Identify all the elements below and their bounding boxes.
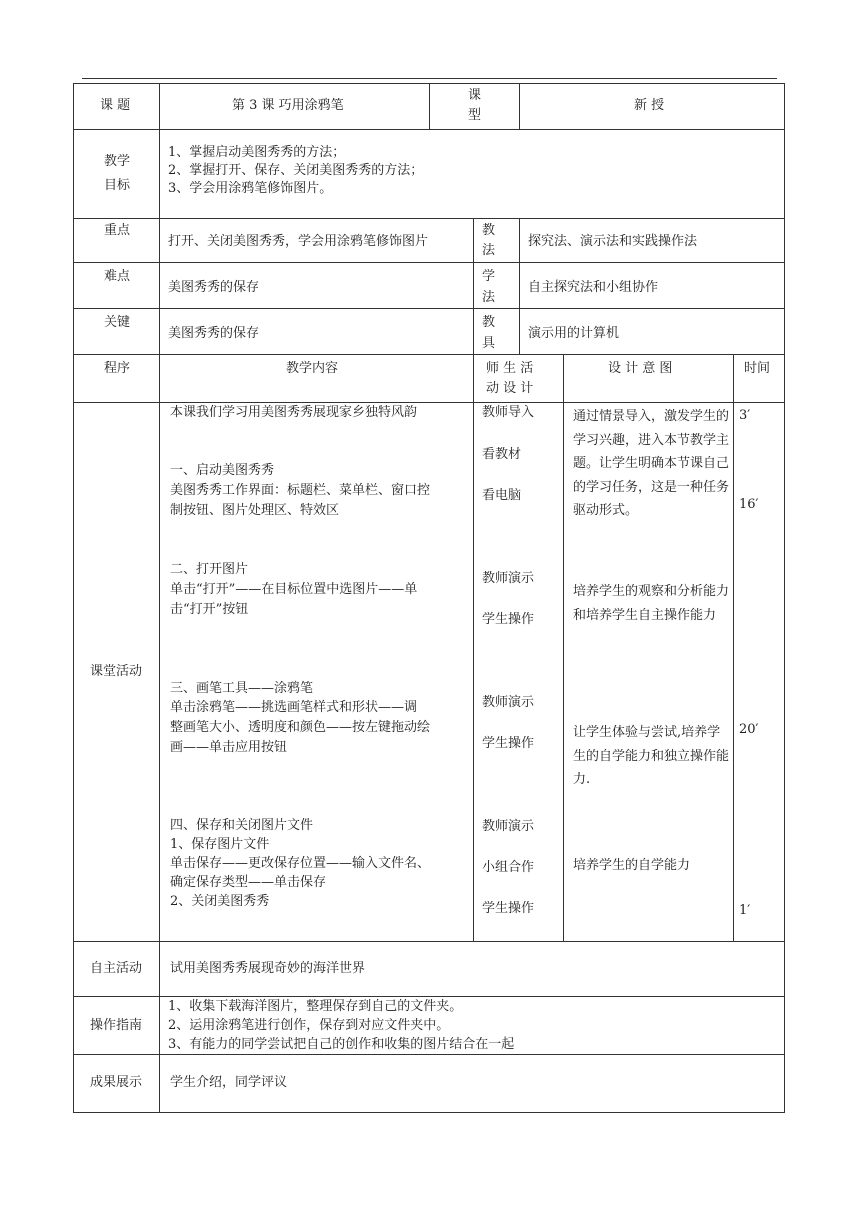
self-activity-value: 试用美图秀秀展现奇妙的海洋世界 <box>170 961 366 976</box>
time-value: 3′ <box>739 408 751 423</box>
method-label-cell <box>473 218 519 262</box>
course-value-cell <box>159 83 429 129</box>
activity-item: 教师演示 <box>482 695 535 710</box>
activity-item: 小组合作 <box>482 860 535 875</box>
section-4-line: 1、保存图片文件 <box>170 837 270 852</box>
self-activity-label: 自主活动 <box>90 961 143 976</box>
content-intro: 本课我们学习用美图秀秀展现家乡独特风韵 <box>170 405 418 420</box>
proc-col-intent <box>563 354 733 402</box>
proc-col-content <box>159 354 473 402</box>
proc-col-activity <box>473 354 563 402</box>
section-4-title: 四、保存和关闭图片文件 <box>170 818 314 833</box>
difficulty-label-cell <box>73 262 159 308</box>
keypoint-label: 重点 <box>104 223 131 238</box>
guide-value-cell <box>159 996 785 1054</box>
activity-item: 学生操作 <box>482 612 535 627</box>
objectives-label-2: 目标 <box>104 178 131 193</box>
guide-item: 1、收集下载海洋图片，整理保存到自己的文件夹。 <box>168 999 463 1014</box>
tool-label-2: 具 <box>482 336 496 351</box>
type-label-2: 型 <box>468 108 482 123</box>
difficulty-label: 难点 <box>104 269 131 284</box>
section-4-line: 确定保存类型——单击保存 <box>170 875 327 890</box>
study-value: 自主探究法和小组协作 <box>528 280 659 295</box>
activity-item: 教师演示 <box>482 571 535 586</box>
section-1-title: 一、启动美图秀秀 <box>170 463 275 478</box>
study-label-2: 法 <box>482 290 496 305</box>
section-4-line: 2、关闭美图秀秀 <box>170 894 270 909</box>
activity-item: 学生操作 <box>482 901 535 916</box>
objectives-cell <box>159 129 785 218</box>
key-value: 美图秀秀的保存 <box>168 326 260 341</box>
section-4-line: 单击保存——更改保存位置——输入文件名、 <box>170 856 431 871</box>
guide-item: 3、有能力的同学尝试把自己的创作和收集的图片结合在一起 <box>168 1037 515 1052</box>
intent-3: 让学生体验与尝试,培养学生的自学能力和独立操作能力. <box>573 725 730 787</box>
objective-item: 3、学会用涂鸦笔修饰图片。 <box>168 181 333 196</box>
type-label-1: 课 <box>468 88 482 103</box>
keypoint-label-cell <box>73 218 159 262</box>
section-3-line: 画——单击应用按钮 <box>170 740 288 755</box>
keypoint-value: 打开、关闭美图秀秀，学会用涂鸦笔修饰图片 <box>168 234 429 249</box>
study-label-1: 学 <box>482 269 496 284</box>
intent-4: 培养学生的自学能力 <box>573 858 691 873</box>
intent-1: 通过情景导入，激发学生的学习兴趣，进入本节教学主题。让学生明确本节课自己的学习任务，这是一种任务驱动形式。 <box>573 409 730 518</box>
tool-value-cell <box>519 308 785 354</box>
type-value-cell <box>519 83 785 129</box>
section-3-line: 整画笔大小、透明度和颜色——按左键拖动绘 <box>170 720 431 735</box>
section-1-line: 制按钮、图片处理区、特效区 <box>170 503 340 518</box>
guide-item: 2、运用涂鸦笔进行创作，保存到对应文件夹中。 <box>168 1018 450 1033</box>
classroom-activity-cell <box>473 402 563 941</box>
method-label-2: 法 <box>482 243 496 258</box>
objective-item: 2、掌握打开、保存、关闭美图秀秀的方法； <box>168 163 424 178</box>
objective-item: 1、掌握启动美图秀秀的方法； <box>168 145 346 160</box>
time-value: 16′ <box>739 497 759 512</box>
proc-col-time <box>733 354 785 402</box>
proc-header-time: 时间 <box>744 361 771 376</box>
showcase-value: 学生介绍，同学评议 <box>170 1075 288 1090</box>
guide-label: 操作指南 <box>90 1018 143 1033</box>
classroom-time-cell <box>733 402 785 941</box>
section-1-line: 美图秀秀工作界面：标题栏、菜单栏、窗口控 <box>170 483 431 498</box>
key-label: 关键 <box>104 315 131 330</box>
key-value-cell <box>159 308 473 354</box>
method-label-1: 教 <box>482 223 496 238</box>
showcase-label: 成果展示 <box>90 1075 143 1090</box>
study-value-cell <box>519 262 785 308</box>
method-value-cell <box>519 218 785 262</box>
classroom-label-cell <box>73 402 159 941</box>
type-label-cell <box>429 83 519 129</box>
objectives-label-1: 教学 <box>104 154 131 169</box>
type-value: 新 授 <box>634 98 665 113</box>
header-rule <box>82 78 777 79</box>
difficulty-value: 美图秀秀的保存 <box>168 280 260 295</box>
activity-item: 教师演示 <box>482 819 535 834</box>
study-label-cell <box>473 262 519 308</box>
proc-header-activity-1: 师 生 活 <box>486 361 534 376</box>
proc-header-program: 程序 <box>104 361 131 376</box>
time-value: 1′ <box>739 903 751 918</box>
activity-item: 看电脑 <box>482 488 522 503</box>
section-2-title: 二、打开图片 <box>170 562 249 577</box>
showcase-value-cell <box>159 1054 785 1113</box>
tool-label-1: 教 <box>482 315 496 330</box>
key-label-cell <box>73 308 159 354</box>
showcase-label-cell <box>73 1054 159 1113</box>
method-value: 探究法、演示法和实践操作法 <box>528 234 698 249</box>
activity-item: 看教材 <box>482 447 522 462</box>
proc-header-content: 教学内容 <box>286 361 339 376</box>
classroom-content-cell <box>159 402 473 941</box>
tool-label-cell <box>473 308 519 354</box>
self-activity-value-cell <box>159 941 785 996</box>
keypoint-value-cell <box>159 218 473 262</box>
proc-col-program <box>73 354 159 402</box>
guide-label-cell <box>73 996 159 1054</box>
proc-header-intent: 设 计 意 图 <box>608 361 673 376</box>
section-2-line: 单击“打开”——在目标位置中选图片——单 <box>170 582 418 597</box>
tool-value: 演示用的计算机 <box>528 326 620 341</box>
difficulty-value-cell <box>159 262 473 308</box>
proc-header-activity-2: 动 设 计 <box>486 381 534 396</box>
classroom-label: 课堂活动 <box>90 664 143 679</box>
course-label: 课 题 <box>100 98 131 113</box>
activity-item: 学生操作 <box>482 736 535 751</box>
section-3-title: 三、画笔工具——涂鸦笔 <box>170 681 314 696</box>
section-2-line: 击“打开”按钮 <box>170 602 249 617</box>
section-3-line: 单击涂鸦笔——挑选画笔样式和形状——调 <box>170 700 418 715</box>
time-value: 20′ <box>739 722 759 737</box>
activity-item: 教师导入 <box>482 405 535 420</box>
course-title: 第 3 课 巧用涂鸦笔 <box>232 98 344 113</box>
course-label-cell <box>73 83 159 129</box>
self-activity-label-cell <box>73 941 159 996</box>
objectives-label-cell <box>73 129 159 218</box>
classroom-intent-cell <box>563 402 733 941</box>
intent-2: 培养学生的观察和分析能力和培养学生自主操作能力 <box>573 584 730 623</box>
